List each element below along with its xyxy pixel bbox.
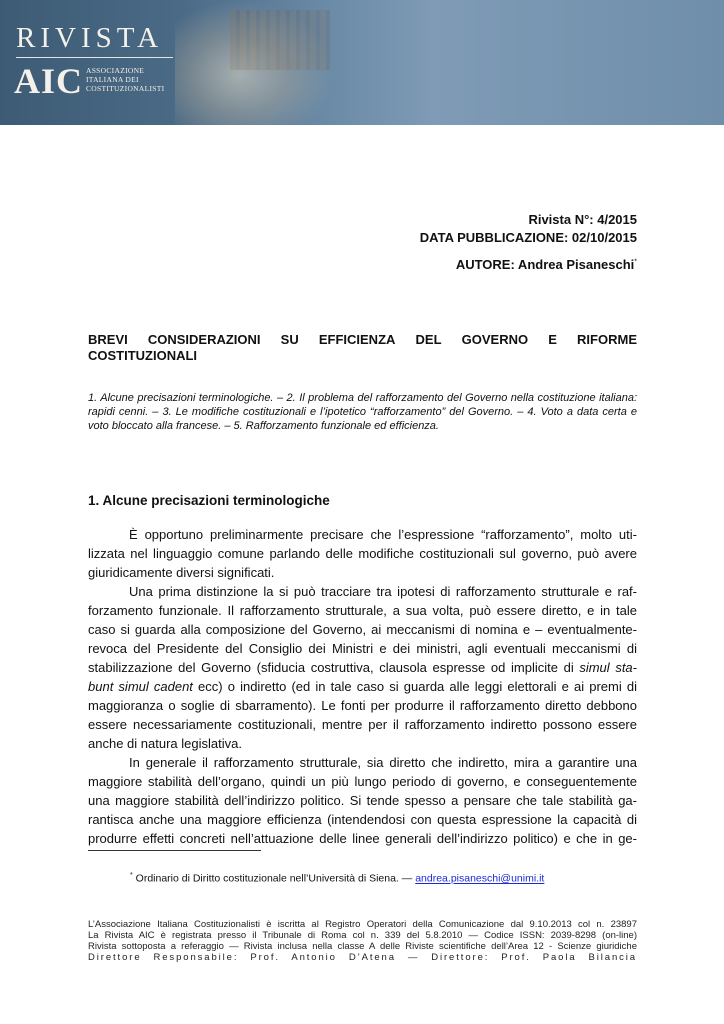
section-heading: 1. Alcune precisazioni terminologiche: [88, 493, 330, 508]
logo-aic-text: AIC: [14, 61, 84, 101]
article-title: [88, 332, 637, 364]
paragraph-line: produrre effetti concreti nell’attuazione delle linee generali dell’indirizzo politico) e che in ge-: [88, 831, 637, 846]
footer-line: L’Associazione Italiana Costituzionalisti è iscritta al Registro Operatori della Comunicazione dal 9.10.2013 col n. 23897: [88, 919, 637, 930]
paragraph-line: [88, 659, 637, 676]
paragraph-line: maggiore stabilità dell’organo, quindi un più lungo periodo di governo, e conseguentemente: [88, 774, 637, 789]
paragraph-line: rantisca anche una maggiore efficienza (intendendosi con questa espressione la capacità di: [88, 812, 637, 827]
title-word: EFFICIENZA: [318, 332, 396, 347]
paragraph-line: Una prima distinzione la si può tracciare tra ipotesi di rafforzamento strutturale e raf-: [129, 584, 637, 599]
latin-phrase: bunt simul cadent: [88, 679, 193, 694]
footer-line: Rivista sottoposta a referaggio — Rivista inclusa nella classe A delle Riviste scientifiche dell’Area 12 - Scienze giuridiche: [88, 941, 637, 952]
title-line-2: COSTITUZIONALI: [88, 348, 198, 363]
title-word: GOVERNO: [461, 332, 529, 347]
author-footnote-mark[interactable]: *: [634, 258, 637, 266]
logo-assoc-line: ASSOCIAZIONE: [86, 66, 145, 75]
header-banner: [0, 0, 724, 125]
author: [456, 257, 637, 272]
logo-divider: [16, 57, 173, 58]
paragraph-line: giuridicamente diversi significati.: [88, 565, 275, 580]
title-word: SU: [280, 332, 299, 347]
paragraph-line: È opportuno preliminarmente precisare che l’espressione “rafforzamento”, molto uti-: [129, 527, 637, 542]
footnote-divider: [88, 850, 261, 851]
book-spines-image: [230, 10, 330, 70]
logo-assoc-line: COSTITUZIONALISTI: [86, 84, 165, 93]
paragraph-line: lizzata nel linguaggio comune parlando delle modifiche costituzionali sul governo, può avere: [88, 546, 637, 561]
logo-assoc-line: ITALIANA DEI: [86, 75, 139, 84]
title-word: E: [548, 332, 557, 347]
publication-date: DATA PUBBLICAZIONE: 02/10/2015: [419, 230, 637, 245]
latin-phrase: simul sta-: [579, 660, 637, 675]
paragraph-line: essere necessariamente costituzionali, mentre per il rafforzamento indiretto possono essere: [88, 717, 637, 732]
footer-line: La Rivista AIC è registrata presso il Tribunale di Roma col n. 339 del 5.8.2010 — Codice ISSN: 2039-8298 (on-line): [88, 930, 637, 941]
line-text: stabilizzazione del Governo (sfiducia costruttiva, clausola espresse od implicite di: [88, 660, 574, 675]
paragraph-line: una maggiore stabilità dell’indirizzo politico. Si tende spesso a pensare che tale stabilità ga-: [88, 793, 637, 808]
footer-line: Direttore Responsabile: Prof. Antonio D’Atena — Direttore: Prof. Paola Bilancia: [88, 952, 637, 963]
title-word: BREVI: [88, 332, 128, 347]
author-name: AUTORE: Andrea Pisaneschi: [455, 257, 635, 272]
paragraph-line: [88, 678, 637, 695]
paragraph-line: maggioranza o soglie di sbarramento). Le fonti per produrre il rafforzamento diretto debbono: [88, 698, 637, 713]
title-line-1: [88, 332, 637, 348]
footnote-text: Ordinario di Diritto costituzionale nell’Università di Siena. —: [132, 872, 416, 885]
title-word: DEL: [415, 332, 442, 347]
footnote: [130, 872, 544, 885]
paragraph-line: anche di natura legislativa.: [88, 736, 242, 751]
paragraph-line: forzamento funzionale. Il rafforzamento strutturale, a sua volta, può essere diretto, e in tale: [88, 603, 637, 618]
paragraph-line: caso si guarda alla composizione del Governo, ai meccanismi di nomina e – eventualmente-: [88, 622, 637, 637]
logo-rivista-text: RIVISTA: [16, 22, 164, 54]
author-email-link[interactable]: andrea.pisaneschi@unimi.it: [415, 872, 545, 885]
paragraph-line: revoca del Presidente del Consiglio dei Ministri e dei ministri, agli eventuali meccanismi di: [88, 641, 637, 656]
footnote-mark: *: [130, 872, 133, 879]
title-word: RIFORME: [577, 332, 637, 347]
paragraph-line: In generale il rafforzamento strutturale, sia diretto che indiretto, mira a garantire una: [129, 755, 637, 770]
line-text: ecc) o indiretto (ed in tale caso si guarda alle leggi elettorali e ai premi di: [192, 679, 637, 694]
logo-association-name: [86, 66, 164, 93]
title-word: CONSIDERAZIONI: [147, 332, 261, 347]
table-of-contents-summary: 1. Alcune precisazioni terminologiche. – 2. Il problema del rafforzamento del Governo nella costituzione italiana: rapidi cenni. – 3. Le modifiche costituzionali e l’ipotetico “rafforzamento” del Governo. – 4. Voto a data certa e voto bloccato alla francese. – 5. Rafforzamento funzionale ed efficienza.: [88, 392, 637, 432]
issue-number: Rivista N°: 4/2015: [528, 212, 637, 227]
